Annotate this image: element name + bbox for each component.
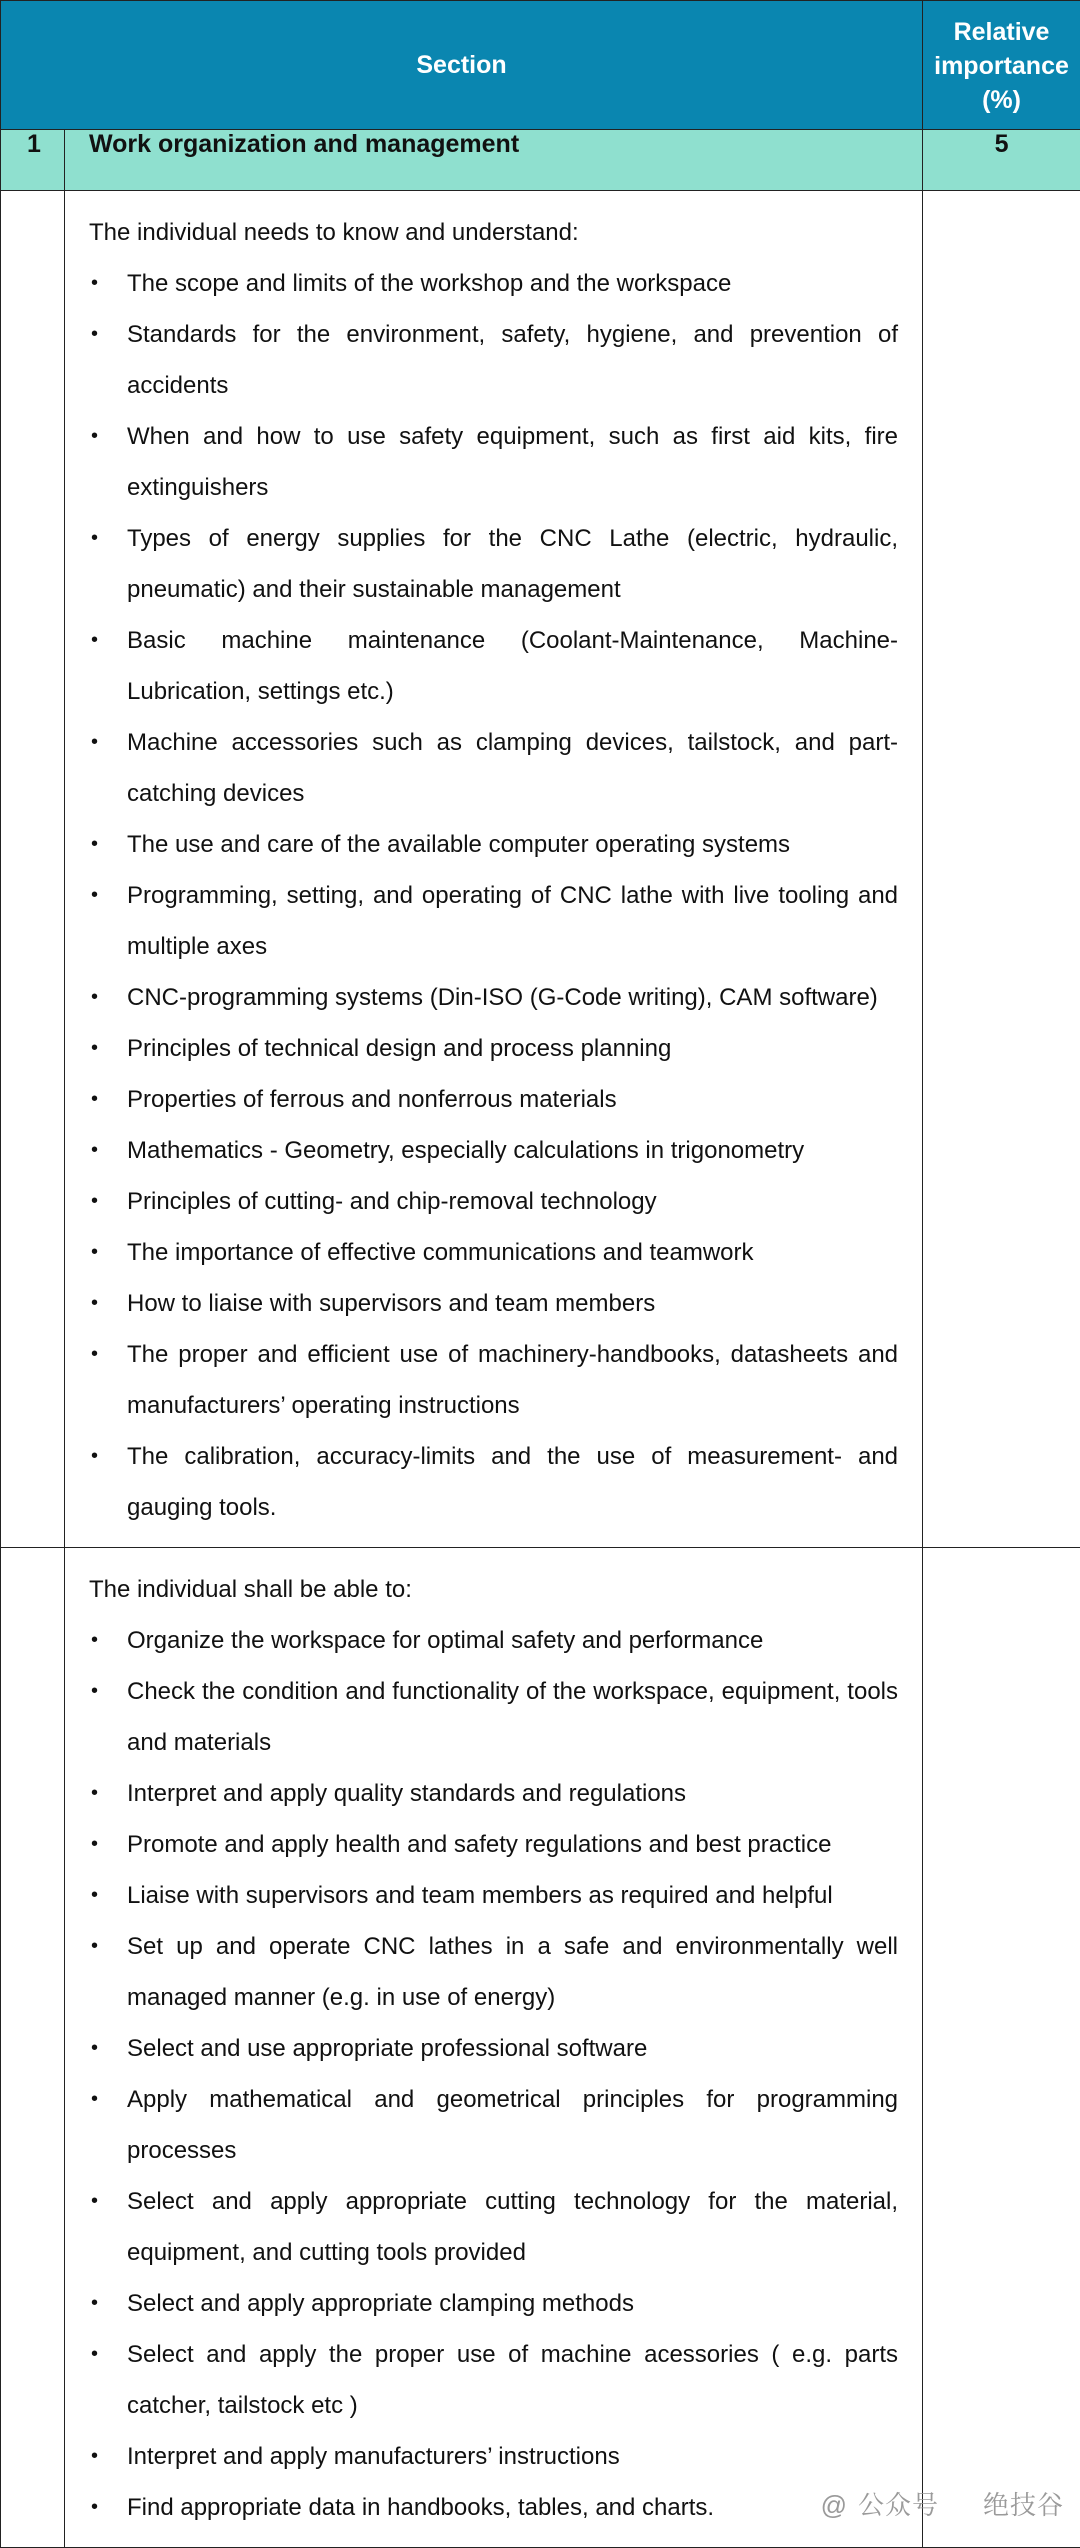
list-item-text: Promote and apply health and safety regulations and best practice xyxy=(127,1831,831,1858)
list-item xyxy=(89,1074,898,1125)
header-importance-line: importance xyxy=(923,49,1080,83)
list-item-text: Machine accessories such as clamping devices, tailstock, and part-catching devices xyxy=(127,729,898,807)
list-item xyxy=(89,1125,898,1176)
header-importance-line: (%) xyxy=(923,83,1080,117)
list-item-text: Interpret and apply quality standards and regulations xyxy=(127,1780,686,1807)
empty-cell xyxy=(923,191,1080,1548)
bullet-icon: • xyxy=(91,411,98,462)
bullet-icon: • xyxy=(91,1666,98,1717)
bullet-icon: • xyxy=(91,1921,98,1972)
bullet-icon: • xyxy=(91,1227,98,1278)
list-item-text: Set up and operate CNC lathes in a safe and environmentally well managed manner (e.g. in use of energy) xyxy=(127,1933,898,2011)
section-name: Work organization and management xyxy=(65,130,923,191)
list-item-text: The scope and limits of the workshop and the workspace xyxy=(127,270,731,297)
list-item xyxy=(89,1278,898,1329)
knowledge-lead: The individual needs to know and understand: xyxy=(89,207,898,258)
section-importance: 5 xyxy=(923,130,1080,191)
bullet-icon: • xyxy=(91,1074,98,1125)
bullet-icon: • xyxy=(91,1768,98,1819)
list-item xyxy=(89,819,898,870)
list-item-text: Interpret and apply manufacturers’ instructions xyxy=(127,2443,620,2470)
bullet-icon: • xyxy=(91,1431,98,1482)
list-item-text: The calibration, accuracy-limits and the use of measurement- and gauging tools. xyxy=(127,1443,898,1521)
list-item-text: The proper and efficient use of machinery-handbooks, datasheets and manufacturers’ operating instructions xyxy=(127,1341,898,1419)
bullet-icon: • xyxy=(91,1278,98,1329)
bullet-icon: • xyxy=(91,819,98,870)
list-item xyxy=(89,309,898,411)
bullet-icon: • xyxy=(91,2329,98,2380)
list-item xyxy=(89,1227,898,1278)
bullet-icon: • xyxy=(91,1870,98,1921)
list-item xyxy=(89,1431,898,1533)
bullet-icon: • xyxy=(91,1176,98,1227)
knowledge-row xyxy=(1,191,1080,1548)
empty-cell xyxy=(923,1548,1080,2548)
list-item xyxy=(89,2074,898,2176)
list-item-text: Select and apply the proper use of machine acessories ( e.g. parts catcher, tailstock etc ) xyxy=(127,2341,898,2419)
bullet-icon: • xyxy=(91,309,98,360)
list-item xyxy=(89,2023,898,2074)
empty-cell xyxy=(1,1548,65,2548)
bullet-icon: • xyxy=(91,717,98,768)
list-item xyxy=(89,870,898,972)
list-item-text: The use and care of the available computer operating systems xyxy=(127,831,790,858)
table-header-row xyxy=(1,1,1080,130)
list-item-text: Liaise with supervisors and team members as required and helpful xyxy=(127,1882,833,1909)
list-item xyxy=(89,615,898,717)
section-row xyxy=(1,130,1080,191)
list-item xyxy=(89,1921,898,2023)
bullet-icon: • xyxy=(91,2074,98,2125)
list-item xyxy=(89,1666,898,1768)
list-item-text: Types of energy supplies for the CNC Lathe (electric, hydraulic, pneumatic) and their sustainable management xyxy=(127,525,898,603)
list-item xyxy=(89,513,898,615)
list-item-text: How to liaise with supervisors and team members xyxy=(127,1290,655,1317)
list-item xyxy=(89,717,898,819)
list-item xyxy=(89,972,898,1023)
list-item-text: CNC-programming systems (Din-ISO (G-Code writing), CAM software) xyxy=(127,984,878,1011)
list-item-text: Mathematics - Geometry, especially calculations in trigonometry xyxy=(127,1137,804,1164)
bullet-icon: • xyxy=(91,1329,98,1380)
bullet-icon: • xyxy=(91,2023,98,2074)
list-item-text: The importance of effective communications and teamwork xyxy=(127,1239,754,1266)
watermark-at-icon: @ xyxy=(821,2490,848,2520)
bullet-icon: • xyxy=(91,2278,98,2329)
list-item xyxy=(89,2482,898,2533)
list-item xyxy=(89,1176,898,1227)
bullet-icon: • xyxy=(91,615,98,666)
list-item-text: Select and apply appropriate clamping methods xyxy=(127,2290,634,2317)
list-item xyxy=(89,2329,898,2431)
list-item-text: When and how to use safety equipment, such as first aid kits, fire extinguishers xyxy=(127,423,898,501)
list-item xyxy=(89,2176,898,2278)
bullet-icon: • xyxy=(91,1819,98,1870)
list-item xyxy=(89,1768,898,1819)
skills-lead: The individual shall be able to: xyxy=(89,1564,898,1615)
list-item-text: Select and apply appropriate cutting technology for the material, equipment, and cutting tools provided xyxy=(127,2188,898,2266)
list-item-text: Organize the workspace for optimal safety and performance xyxy=(127,1627,763,1654)
list-item xyxy=(89,258,898,309)
list-item xyxy=(89,1023,898,1074)
header-importance-line: Relative xyxy=(923,15,1080,49)
bullet-icon: • xyxy=(91,258,98,309)
list-item-text: Principles of technical design and process planning xyxy=(127,1035,671,1062)
list-item xyxy=(89,1870,898,1921)
header-importance xyxy=(923,1,1080,130)
bullet-icon: • xyxy=(91,870,98,921)
bullet-icon: • xyxy=(91,1023,98,1074)
knowledge-list xyxy=(89,258,898,1533)
bullet-icon: • xyxy=(91,2431,98,2482)
list-item xyxy=(89,1615,898,1666)
list-item-text: Standards for the environment, safety, hygiene, and prevention of accidents xyxy=(127,321,898,399)
list-item-text: Check the condition and functionality of the workspace, equipment, tools and materials xyxy=(127,1678,898,1756)
bullet-icon: • xyxy=(91,2482,98,2533)
bullet-icon: • xyxy=(91,972,98,1023)
list-item-text: Principles of cutting- and chip-removal technology xyxy=(127,1188,657,1215)
list-item xyxy=(89,2431,898,2482)
list-item xyxy=(89,1819,898,1870)
list-item-text: Basic machine maintenance (Coolant-Maintenance, Machine-Lubrication, settings etc.) xyxy=(127,627,898,705)
bullet-icon: • xyxy=(91,2176,98,2227)
bullet-icon: • xyxy=(91,1125,98,1176)
watermark-account: 公众号 xyxy=(858,2490,939,2520)
list-item xyxy=(89,1329,898,1431)
list-item-text: Select and use appropriate professional software xyxy=(127,2035,647,2062)
list-item-text: Find appropriate data in handbooks, tables, and charts. xyxy=(127,2494,714,2521)
section-number: 1 xyxy=(1,130,65,191)
header-section: Section xyxy=(1,1,923,130)
list-item-text: Apply mathematical and geometrical principles for programming processes xyxy=(127,2086,898,2164)
skills-list xyxy=(89,1615,898,2533)
list-item-text: Programming, setting, and operating of CNC lathe with live tooling and multiple axes xyxy=(127,882,898,960)
watermark-name: 绝技谷 xyxy=(983,2490,1064,2520)
empty-cell xyxy=(1,191,65,1548)
bullet-icon: • xyxy=(91,513,98,564)
list-item-text: Properties of ferrous and nonferrous materials xyxy=(127,1086,617,1113)
list-item xyxy=(89,411,898,513)
bullet-icon: • xyxy=(91,1615,98,1666)
knowledge-cell xyxy=(65,191,923,1548)
watermark xyxy=(821,2485,1064,2522)
list-item xyxy=(89,2278,898,2329)
skills-cell xyxy=(65,1548,923,2548)
skills-row xyxy=(1,1548,1080,2548)
